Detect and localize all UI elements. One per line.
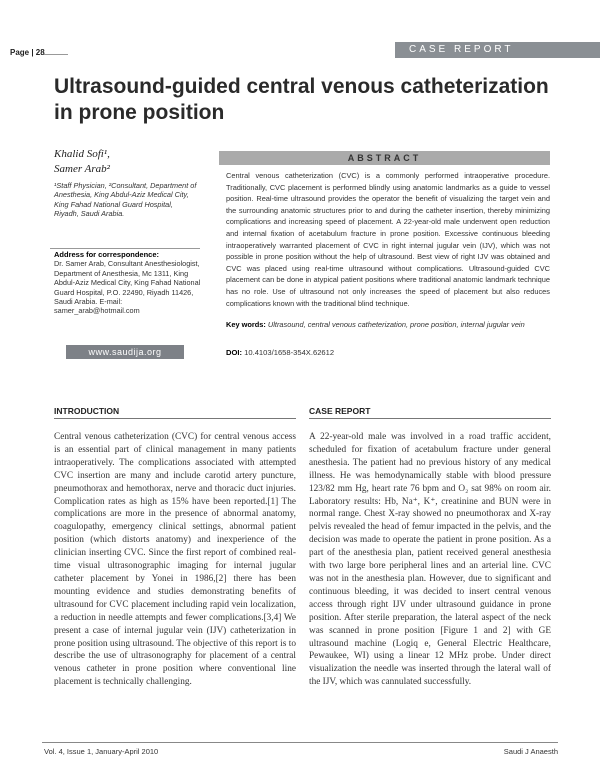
- doi-label: DOI:: [226, 348, 243, 357]
- correspondence-body: Dr. Samer Arab, Consultant Anesthesiologist, Department of Anesthesia, Mc 1311, King Abdul-Aziz Medical City, King Fahad National Guard Hospital, P.O. 22490, Riyadh 11426, Saudi Arabia. E-mail: samer_arab@hotmail.com: [54, 259, 201, 316]
- correspondence: [54, 250, 204, 316]
- abstract-heading: ABSTRACT: [219, 151, 550, 165]
- doi-value[interactable]: 10.4103/1658-354X.62612: [244, 348, 335, 357]
- author-1: Khalid Sofi¹,: [54, 148, 110, 160]
- footer-journal: Saudi J Anaesth: [503, 747, 558, 756]
- keywords: [226, 320, 550, 330]
- keywords-label: Key words:: [226, 320, 266, 329]
- page-number-rule: [44, 54, 68, 55]
- author-2: Samer Arab²: [54, 163, 110, 175]
- footer-issue: Vol. 4, Issue 1, January-April 2010: [44, 747, 159, 756]
- keywords-text: Ultrasound, central venous catheterization, prone position, internal jugular vein: [267, 320, 525, 329]
- abstract-text: Central venous catheterization (CVC) is a commonly performed intraoperative procedure. Traditionally, CVC placement is performed blindly using anatomic landmarks as a guide to vessel position. Real-time ultrasound provides the operator the benefit of visualizing the target vein and the surrounding anatomic structures prior to and during the catheter insertion, thereby minimizing complications and increasing speed of placement. A 22-year-old male underwent open reduction and internal fixation of acetabulum fracture in prone position. Excessive continuous bleeding intraoperatively warranted placement of CVC in right internal jugular vein (IJV), which was not possible in prone position without the help of ultrasound. Best view of right IJV was obtained and CVC was placed using real-time ultrasound without complications. Ultrasound-guided CVC placement can be done in atypical patient positions where traditional anatomic landmark technique has no role. Use of ultrasound not only increases the speed of placement but also reduces complications known with the traditional blind technique.: [226, 171, 550, 308]
- footer-rule: [42, 742, 558, 743]
- case-report-text: A 22-year-old male was involved in a road traffic accident, scheduled for fixation of acetabulum fracture under general anesthesia. The patient had no previous history of any medical illness. He was hemodynamically stable with blood pressure 123/82 mm Hg, heart rate 76 bpm and O₂ sat 98% on room air. Laboratory results: Hb, Na⁺, K⁺, creatinine and BUN were in normal range. Chest X-ray showed no pneumothorax and X-ray pelvis revealed the head of femur impacted in the pelvis, and the decision was made to operate the patient in prone position. As a part of the anesthesia plan, patient received general anesthesia with two large bore peripheral lines and an arterial line. CVC was not in the anesthesia plan. However, due to significant and continuous bleeding, it was decided to insert central venous access through right IJV under ultrasound guidance in prone position. After sterile preparation, the lateral aspect of the neck was scanned in prone position [Figure 1 and 2] with GE ultrasound machine (Logiq e, General Electric Healthcare, Pewaukee, WI) using a linear 12 MHz probe. Under direct visualization the needle was inserted through the lateral wall of the IJV, which was cannulated successfully.: [309, 432, 551, 688]
- sidebar-divider: [50, 248, 200, 249]
- case-report-heading: CASE REPORT: [309, 406, 551, 419]
- authors: [54, 147, 204, 177]
- affiliations: ¹Staff Physician, ²Consultant, Department of Anesthesia, King Abdul-Aziz Medical City, King Fahad National Guard Hospital, Riyadh, Saudi Arabia.: [54, 181, 197, 219]
- page-number: Page | 28: [10, 48, 45, 57]
- doi: [226, 348, 334, 357]
- website-link[interactable]: www.saudija.org: [66, 345, 184, 359]
- section-banner: CASE REPORT: [395, 42, 600, 58]
- introduction-text: Central venous catheterization (CVC) for central venous access is an essential part of clinical management in many patients intraoperatively. The complications associated with attempted CVC insertion are many and include carotid artery puncture, pneumothorax and hemothorax, nerve and thoracic duct injuries. Complication rates as high as 15% have been reported.[1] The complications are more in the presence of abnormal anatomy, coagulopathy, emergency clinical settings, abnormal patient position (which distorts anatomy) and inexperience of the clinician inserting CVC. Since the first report of combined real-time visual ultrasonographic imaging for internal jugular catheter placement by Yonei in 1986,[2] there has been mounting evidence and studies demonstrating benefits of ultrasound for CVC placement including rapid vein localization, a reduction in needle attempts and fewer complications.[3,4] We present a case of internal jugular vein (IJV) catheterization in prone position using ultrasound. The objective of this report is to describe the use of ultrasonography for placement of a central venous catheter in prone position where conventional line placement is technically challenging.: [54, 432, 296, 688]
- introduction-heading: INTRODUCTION: [54, 406, 296, 419]
- article-title: Ultrasound-guided central venous catheterization in prone position: [54, 75, 549, 124]
- correspondence-heading: Address for correspondence:: [54, 250, 160, 259]
